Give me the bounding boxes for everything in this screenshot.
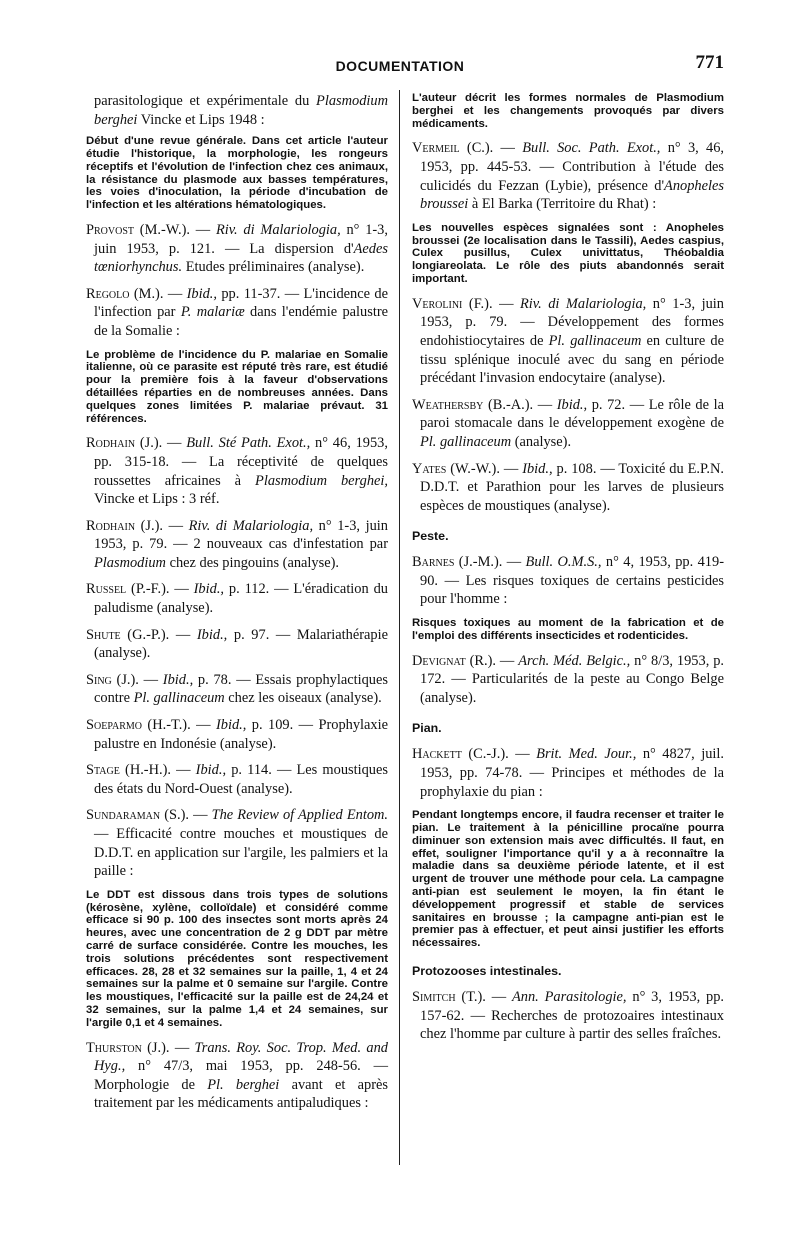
entry-details: n° 8/3, 1953, p. 172. — Particularités de la peste au Congo Belge (analyse).	[420, 652, 725, 706]
entry-journal: Ibid.,	[193, 581, 225, 598]
page-number: 771	[695, 52, 724, 73]
entry-initials: (R.). —	[465, 652, 519, 669]
entry-author: Verolini	[412, 295, 463, 312]
entry-journal: Riv. di Malariologia,	[215, 221, 341, 238]
entry-sing	[86, 671, 388, 708]
entry-initials: (G.-P.). —	[120, 626, 197, 643]
entry-journal: Riv. di Malariologia,	[188, 517, 314, 534]
entry-species: Pl. berghei	[207, 1076, 280, 1093]
entry-details: n° 47/3, mai 1953, pp. 248-56. — Morphologie de	[94, 1058, 388, 1093]
entry-initials: (M.). —	[129, 285, 187, 302]
entry-details-b: à El Barka (Territoire du Rhat) :	[468, 196, 657, 213]
entry-details: p. 108. — Toxicité du E.P.N. D.D.T. et Parathion pour les larves de plusieurs espèces de moustiques (analyse).	[420, 460, 724, 514]
continued-italic: Plasmodium berghei	[94, 93, 388, 128]
entry-initials: (J.). —	[135, 435, 187, 452]
entry-author: Hackett	[412, 746, 462, 763]
entry-rodhain-1	[86, 434, 388, 508]
section-heading-pian: Pian.	[412, 721, 442, 736]
entry-journal: Ibid.,	[522, 460, 553, 477]
entry-details-b: Vincke et Lips : 3 réf.	[94, 491, 220, 508]
abstract-thurston: L'auteur décrit les formes normales de Plasmodium berghei et les changements provoqués par divers médicaments.	[412, 92, 724, 130]
continued-entry	[86, 92, 388, 129]
entry-author: Regolo	[86, 285, 130, 302]
entry-details-b: chez les oiseaux (analyse).	[224, 690, 382, 707]
entry-soeparmo	[86, 716, 388, 753]
entry-hackett	[412, 745, 724, 801]
entry-details: p. 97. — Malariathérapie (analyse).	[94, 626, 389, 662]
page-header	[0, 52, 800, 82]
left-column	[86, 92, 388, 1121]
entry-journal: Trans. Roy. Soc. Trop. Med. and Hyg.,	[94, 1039, 388, 1075]
entry-journal: Bull. Soc. Path. Exot.,	[522, 140, 661, 157]
entry-devignat	[412, 652, 724, 708]
entry-details: n° 3, 46, 1953, pp. 445-53. — Contribution à l'étude des culicidés du Fezzan (Lybie), présence d'	[420, 140, 725, 194]
entry-species: P. malariæ	[180, 304, 245, 321]
entry-author: Sundaraman	[86, 807, 161, 824]
entry-journal: Ibid.,	[556, 396, 588, 413]
running-title: DOCUMENTATION	[335, 58, 465, 74]
continued-text: parasitologique et expérimentale du	[94, 93, 317, 109]
entry-sundaraman	[86, 806, 388, 880]
entry-details: p. 109. — Prophylaxie palustre en Indonésie (analyse).	[94, 717, 388, 752]
entry-initials: (J.). —	[135, 517, 189, 534]
entry-details: n° 1-3, juin 1953, p. 79. — Développement des formes endohistiocytaires de	[420, 295, 724, 349]
entry-initials: (F.). —	[462, 295, 520, 312]
entry-details: p. 114. — Les moustiques des états du Nord-Ouest (analyse).	[94, 762, 388, 797]
entry-details: p. 112. — L'éradication du paludisme (analyse).	[94, 581, 388, 617]
entry-author: Provost	[86, 221, 135, 238]
entry-initials: (W.-W.). —	[446, 460, 523, 477]
entry-details-b: avant et après traitement par les médicaments antipaludiques :	[94, 1076, 388, 1112]
entry-species: Pl. gallinaceum	[133, 690, 225, 707]
abstract-continued: Début d'une revue générale. Dans cet article l'auteur étudie l'historique, la morphologie, les rongeurs réceptifs et l'évolution de l'infection chez ces animaux, la résistance du plasmode aux basses températures, les voies d'inoculation, la période d'incubation de l'infection et les altérations hématologiques.	[86, 135, 388, 212]
entry-details: p. 72. — Le rôle de la paroi stomacale dans le développement exogène de	[420, 396, 724, 432]
entry-species: Aedes tœniorhynchus.	[94, 240, 388, 276]
entry-shute	[86, 626, 388, 663]
section-heading-protozooses: Protozooses intestinales.	[412, 963, 562, 978]
entry-journal: Ann. Parasitologie,	[511, 988, 627, 1005]
entry-initials: (T.). —	[455, 988, 512, 1005]
entry-stage	[86, 761, 388, 798]
entry-details: n° 46, 1953, pp. 315-18. — La réceptivité de quelques roussettes africaines à	[94, 435, 388, 489]
entry-journal: The Review of Applied Entom.	[211, 807, 389, 824]
entry-provost	[86, 221, 388, 277]
entry-regolo	[86, 285, 388, 341]
entry-details-b: (analyse).	[511, 433, 572, 450]
entry-journal: Riv. di Malariologia,	[519, 295, 647, 312]
entry-details: p. 78. — Essais prophylactiques contre	[94, 671, 388, 707]
entry-species: Plasmodium	[94, 554, 166, 571]
entry-initials: (J.-M.). —	[454, 554, 526, 571]
entry-rodhain-2	[86, 517, 388, 573]
entry-species: Pl. gallinaceum	[548, 332, 642, 349]
entry-author: Rodhain	[86, 435, 136, 452]
entry-author: Yates	[412, 460, 447, 477]
entry-journal: Ibid.,	[162, 671, 194, 688]
entry-journal: Ibid.,	[186, 285, 217, 302]
entry-details: n° 1-3, juin 1953, p. 121. — La dispersion d'	[94, 221, 388, 257]
entry-initials: (J.). —	[141, 1039, 195, 1056]
entry-author: Sing	[86, 671, 112, 688]
right-column	[412, 92, 724, 1052]
entry-initials: (C.). —	[459, 140, 523, 157]
entry-author: Shute	[86, 626, 121, 643]
entry-author: Soeparmo	[86, 717, 142, 734]
entry-author: Simitch	[412, 988, 456, 1005]
entry-species: Plasmodium berghei,	[255, 472, 388, 489]
entry-weathersby	[412, 396, 724, 452]
entry-journal: Ibid.,	[195, 762, 227, 779]
entry-details-b: dans l'endémie palustre de la Somalie :	[94, 304, 389, 339]
entry-species: Pl. gallinaceum	[420, 433, 512, 450]
entry-details: n° 3, 1953, pp. 157-62. — Recherches de protozoaires intestinaux chez l'homme par culture à partir des selles fraîches.	[420, 988, 724, 1043]
entry-author: Thurston	[86, 1039, 142, 1056]
entry-journal: Ibid.,	[215, 717, 247, 734]
abstract-sundaraman: Le DDT est dissous dans trois types de solutions (kérosène, xylène, colloïdale) et considéré comme efficace si 90 p. 100 des insectes sont morts après 24 heures, avec une concentration de 2 g DDT par mètre carré de surface considérée. Contre les mouches, les trois solutions précédentes sont respectivement efficaces. 28, 28 et 32 semaines sur la paille, 1, 4 et 24 semaines sur la palme et 0 semaine sur l'argile. Contre les moustiques, l'efficacité sur la paille est de 24,24 et 32 semaines, sur la palme 1,4 et 24 semaines, sur l'argile 0,1 et 4 semaines.	[86, 888, 388, 1029]
entry-verolini	[412, 295, 724, 388]
entry-vermeil	[412, 139, 724, 213]
entry-initials: (B.-A.). —	[483, 396, 557, 413]
section-heading-peste: Peste.	[412, 529, 449, 544]
entry-journal: Ibid.,	[196, 626, 228, 643]
entry-initials: (P.-F.). —	[126, 581, 194, 598]
entry-author: Stage	[86, 762, 120, 779]
entry-barnes	[412, 553, 724, 609]
entry-details: pp. 11-37. — L'incidence de l'infection par	[94, 285, 388, 321]
entry-initials: (H.-H.). —	[119, 762, 196, 779]
entry-initials: (H.-T.). —	[141, 717, 216, 734]
entry-author: Weathersby	[412, 396, 484, 413]
entry-details: n° 4827, juil. 1953, pp. 74-78. — Principes et méthodes de la prophylaxie du pian :	[420, 746, 724, 800]
entry-initials: (M.-W.). —	[134, 221, 216, 238]
entry-journal: Bull. Sté Path. Exot.,	[186, 435, 311, 452]
entry-simitch	[412, 988, 724, 1044]
entry-details-b: en culture de tissu splénique inoculé avec du sang en période précédant l'invasion endocytaire (analyse).	[420, 332, 724, 387]
abstract-vermeil: Les nouvelles espèces signalées sont : Anopheles broussei (2e localisation dans le Tassili), Aedes caspius, Culex pusillus, Culex univittatus, Théobaldia longiareolata. Le rôle des piuts abandonnés serait important.	[412, 221, 724, 285]
entry-initials: (S.). —	[160, 807, 212, 824]
entry-species: Anopheles broussei	[420, 177, 724, 213]
entry-yates	[412, 460, 724, 516]
abstract-regolo: Le problème de l'incidence du P. malariae en Somalie italienne, où ce parasite est réputé très rare, est étudié pour la première fois à la faveur d'observations détaillées réparties en de nombreuses années. Dans quelques zones limitées P. malariae prévaut. 31 références.	[86, 348, 388, 425]
abstract-barnes: Risques toxiques au moment de la fabrication et de l'emploi des différents insecticides et rodenticides.	[412, 617, 724, 642]
entry-details-b: chez des pingouins (analyse).	[165, 554, 340, 571]
abstract-hackett: Pendant longtemps encore, il faudra recenser et traiter le pian. Le traitement à la pénicilline procaïne pourra diminuer son extension mais avec difficultés. Il faut, en effet, souligner l'importance qu'il y a à reconnaître la maladie dans sa deuxième période latente, et il est urgent de trouver une méthode pour cela. La campagne anti-pian est seulement le moyen, la fin étant le développement progressif et stable de services sanitaires en brousse ; la campagne anti-pian est le premier pas à effectuer, et peut ainsi justifier les efforts nécessaires.	[412, 809, 724, 950]
continued-text-b: Vincke et Lips 1948 :	[137, 111, 265, 128]
entry-author: Barnes	[412, 554, 455, 571]
entry-author: Russel	[86, 581, 127, 598]
entry-details: — Efficacité contre mouches et moustiques de D.D.T. en application sur l'argile, les palmiers et la paille :	[94, 826, 388, 880]
entry-journal: Bull. O.M.S.,	[525, 554, 602, 571]
entry-initials: (J.). —	[111, 671, 163, 688]
column-divider	[399, 90, 400, 1165]
entry-journal: Brit. Med. Jour.,	[536, 746, 637, 763]
entry-russel	[86, 580, 388, 617]
entry-author: Vermeil	[412, 140, 460, 157]
entry-author: Devignat	[412, 652, 466, 669]
entry-journal: Arch. Méd. Belgic.,	[518, 652, 631, 669]
entry-details: n° 4, 1953, pp. 419-90. — Les risques toxiques de certains pesticides pour l'homme :	[420, 554, 724, 608]
entry-initials: (C.-J.). —	[461, 746, 537, 763]
entry-author: Rodhain	[86, 517, 136, 534]
entry-details: n° 1-3, juin 1953, p. 79. — 2 nouveaux cas d'infestation par	[94, 517, 388, 553]
entry-details-b: Etudes préliminaires (analyse).	[182, 259, 365, 276]
entry-thurston	[86, 1039, 388, 1113]
